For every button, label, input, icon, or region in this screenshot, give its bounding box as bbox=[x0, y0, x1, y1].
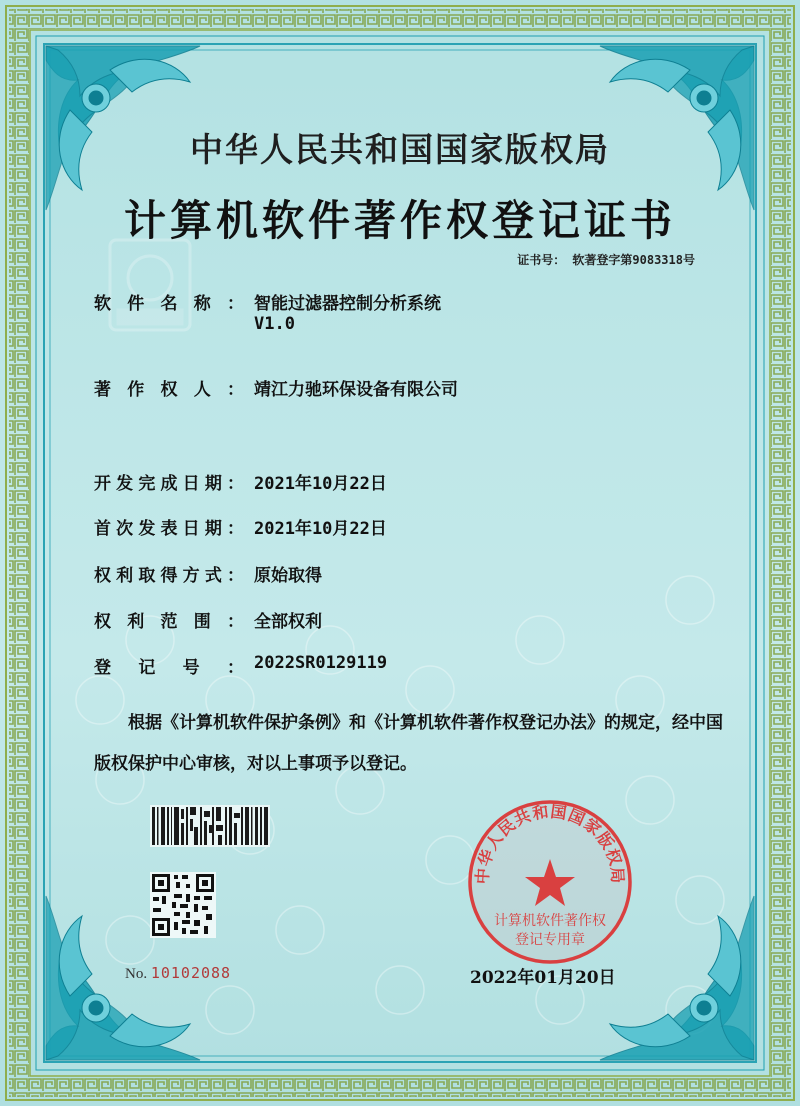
barcode-icon bbox=[150, 805, 270, 847]
field-label: 首次发表日期： bbox=[94, 519, 244, 539]
serial-value: 10102088 bbox=[150, 964, 232, 982]
certificate-number: 证书号： 软著登字第9083318号 bbox=[517, 253, 695, 267]
field-acquisition-method bbox=[94, 561, 322, 586]
qr-code-icon bbox=[150, 872, 216, 938]
field-label: 权利范围： bbox=[94, 612, 244, 632]
field-software-name bbox=[94, 289, 441, 334]
seal-line-2: 登记专用章 bbox=[515, 932, 585, 948]
issue-date: 2022年01月20日 bbox=[470, 968, 616, 988]
serial-prefix: No. bbox=[125, 966, 148, 982]
field-value: 2022SR0129119 bbox=[254, 653, 388, 673]
field-value: 原始取得 bbox=[254, 566, 322, 586]
field-copyright-owner bbox=[94, 375, 458, 400]
field-label: 开发完成日期： bbox=[94, 474, 244, 494]
seal-inner-text bbox=[465, 912, 635, 950]
field-rights-scope bbox=[94, 607, 322, 632]
field-value: 2021年10月22日 bbox=[254, 474, 387, 494]
field-value: 2021年10月22日 bbox=[254, 519, 387, 539]
field-label: 权利取得方式： bbox=[94, 566, 244, 586]
field-value: 靖江力驰环保设备有限公司 bbox=[254, 380, 458, 400]
field-label: 登记号： bbox=[94, 658, 244, 678]
field-value: 全部权利 bbox=[254, 612, 322, 632]
seal-ring-text: 中华人民共和国国家版权局 bbox=[472, 801, 628, 885]
certificate-title: 计算机软件著作权登记证书 bbox=[123, 196, 676, 245]
serial-number bbox=[125, 964, 231, 983]
field-registration-number bbox=[94, 653, 387, 678]
registration-statement: 根据《计算机软件保护条例》和《计算机软件著作权登记办法》的规定，经中国版权保护中心审核，对以上事项予以登记。 bbox=[94, 713, 723, 774]
software-version: V1.0 bbox=[254, 314, 295, 334]
field-label: 著作权人： bbox=[94, 380, 244, 400]
software-name: 智能过滤器控制分析系统 bbox=[254, 294, 441, 314]
field-label: 软件名称： bbox=[94, 294, 244, 314]
field-value bbox=[244, 289, 441, 334]
seal-line-1: 计算机软件著作权 bbox=[494, 913, 606, 929]
issuing-authority: 中华人民共和国国家版权局 bbox=[190, 130, 610, 169]
field-publish-date bbox=[94, 514, 387, 539]
field-completion-date bbox=[94, 469, 387, 494]
